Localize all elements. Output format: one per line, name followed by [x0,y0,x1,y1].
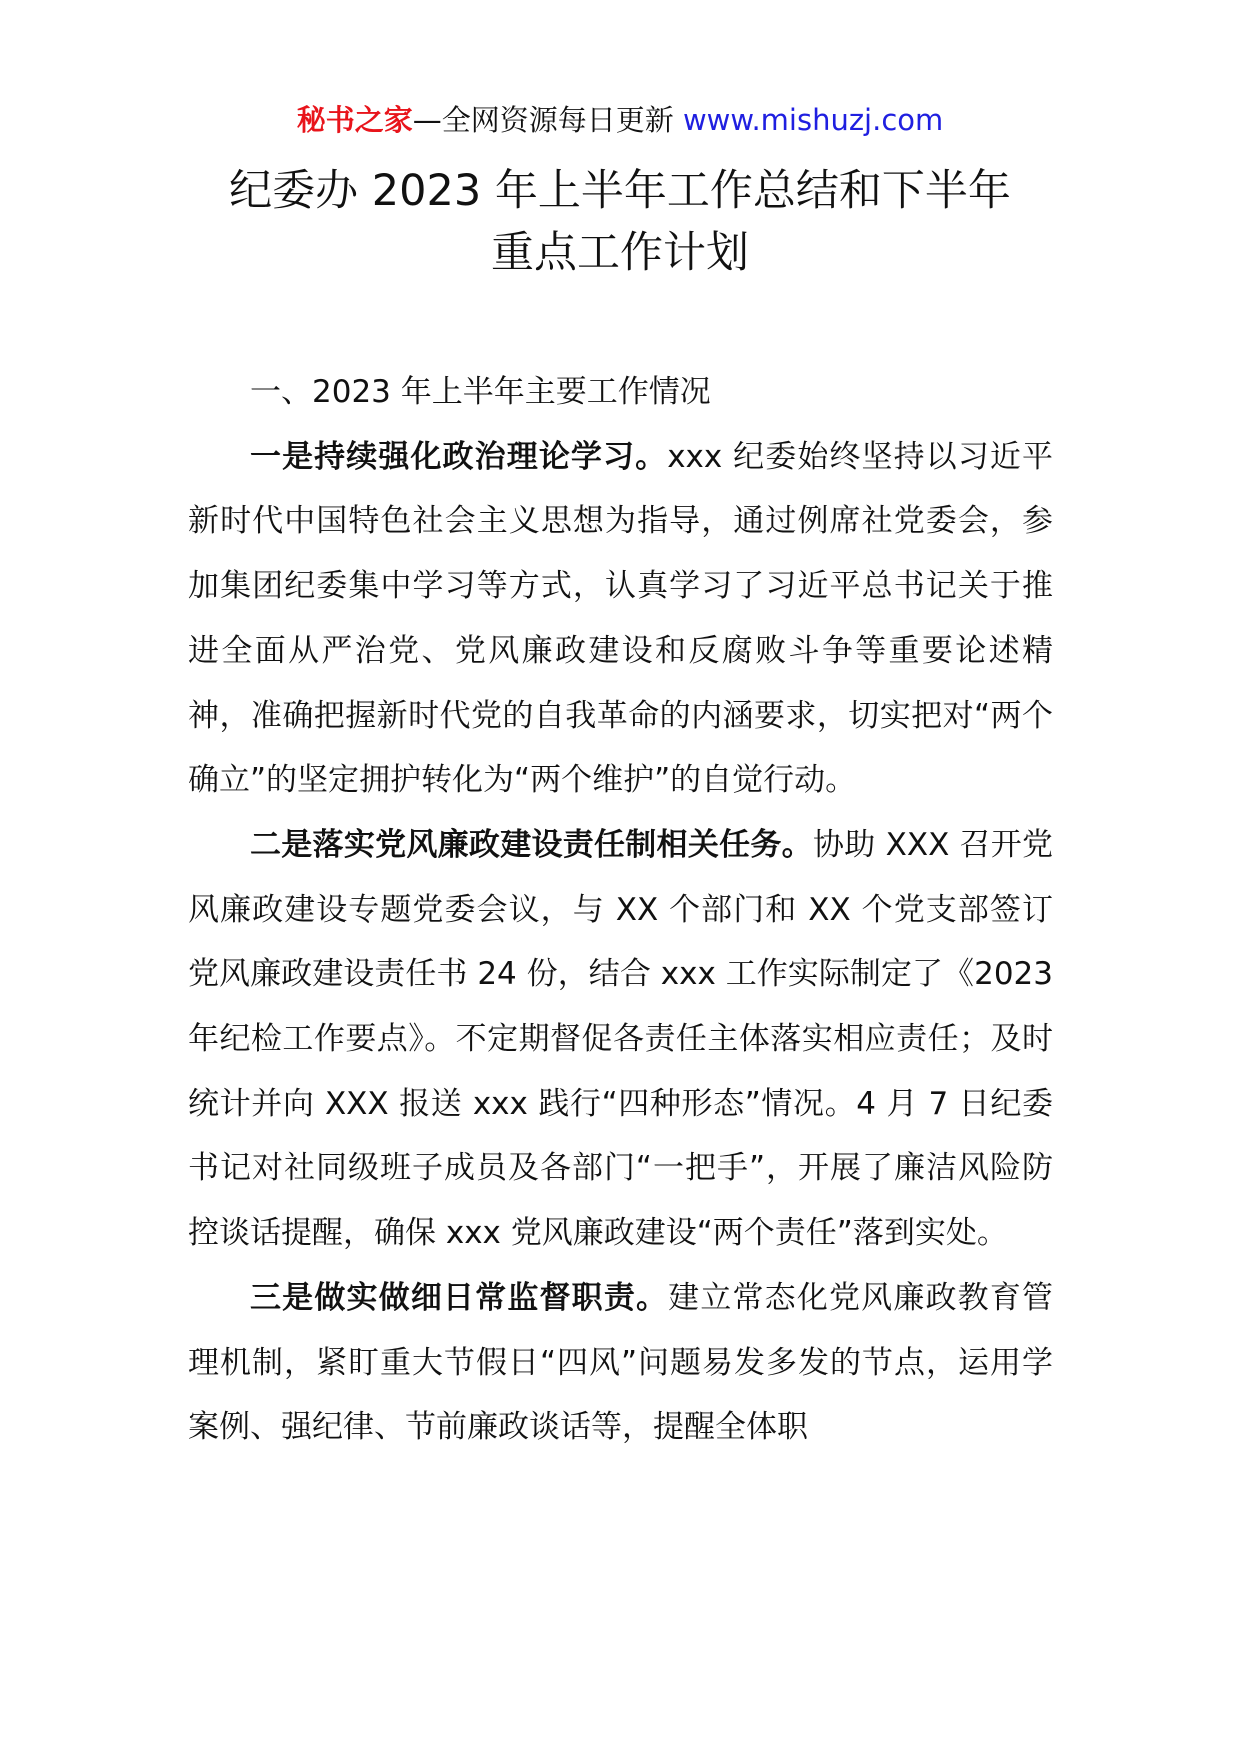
site-header [0,100,1240,140]
site-brand: 秘书之家 [296,103,413,137]
document-title [0,160,1240,284]
paragraph-text: 协助 XXX 召开党风廉政建设专题党委会议，与 XX 个部门和 XX 个党支部签订党风廉政建设责任书 24 份，结合 xxx 工作实际制定了《2023 年纪检工作要点》。不定期督促各责任主体落实相应责任；及时统计并向 XXX 报送 xxx 践行“四种形态”情况。4 月 7 日纪委书记对社同级班子成员及各部门“一把手”，开展了廉洁风险防控谈话提醒，确保 xxx 党风廉政建设“两个责任”落到实处。 [188,826,1054,1252]
paragraph-text: 建立常态化党风廉政教育管理机制，紧盯重大节假日“四风”问题易发多发的节点，运用学案例、强纪律、节前廉政谈话等，提醒全体职 [188,1279,1054,1446]
paragraph-lead: 二是落实党风廉政建设责任制相关任务。 [250,826,813,863]
body-paragraph [188,425,1053,813]
paragraph-lead: 三是做实做细日常监督职责。 [250,1279,669,1316]
document-body [188,360,1053,1460]
body-paragraph [188,813,1053,1266]
paragraph-lead: 一是持续强化政治理论学习。 [250,438,668,475]
paragraph-text: xxx 纪委始终坚持以习近平新时代中国特色社会主义思想为指导，通过例席社党委会，参加集团纪委集中学习等方式，认真学习了习近平总书记关于推进全面从严治党、党风廉政建设和反腐败斗争等重要论述精神，准确把握新时代党的自我革命的内涵要求，切实把对“两个确立”的坚定拥护转化为“两个维护”的自觉行动。 [188,438,1054,799]
section-heading: 一、2023 年上半年主要工作情况 [250,374,711,410]
document-title-line-1: 纪委办 2023 年上半年工作总结和下半年 [229,166,1011,216]
site-url-link[interactable]: www.mishuzj.com [682,103,944,137]
document-title-line-2: 重点工作计划 [491,228,749,278]
site-tagline: —全网资源每日更新 [412,103,683,137]
body-paragraph [188,1266,1053,1460]
